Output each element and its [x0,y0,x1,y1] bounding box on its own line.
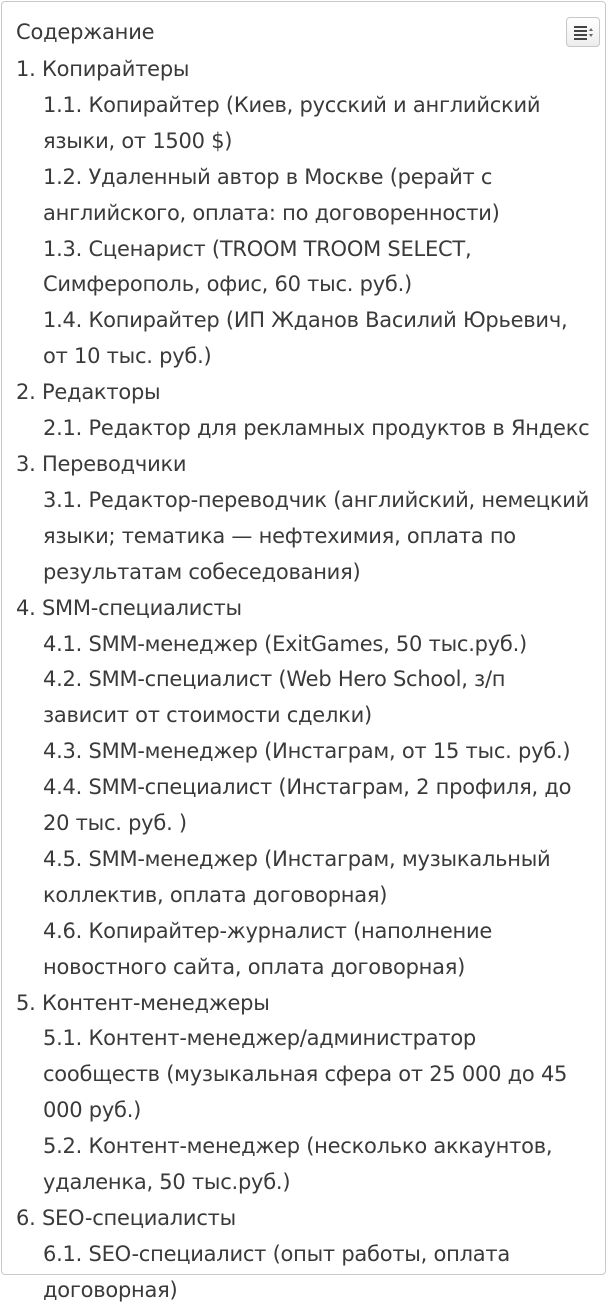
toc-section-link[interactable]: 3. Переводчики [16,451,187,476]
toc-section-link[interactable]: 4. SMM-специалисты [16,595,242,620]
toc-sublist [16,627,605,986]
toc-sublist [16,1021,605,1201]
toc-subsection [43,914,605,986]
toc-subsection [43,160,605,232]
toc-subsection [43,842,605,914]
toc-subsection-link[interactable]: 1.1. Копирайтер (Киев, русский и английский языки, от 1500 $) [43,92,541,153]
toc-subsection-link[interactable]: 3.1. Редактор-переводчик (английский, немецкий языки; тематика — нефтехимия, оплата по результатам собеседования) [43,487,590,584]
toc-section [16,375,605,447]
toc-sublist [16,411,605,447]
toc-section-link[interactable]: 6. SEO-специалисты [16,1206,236,1230]
toc-sublist [16,88,605,375]
toc-section-link[interactable]: 2. Редакторы [16,380,161,405]
toc-subsection [43,627,605,663]
toc-subsection-link[interactable]: 4.2. SMM-специалист (Web Hero School, з/п зависит от стоимости сделки) [43,667,506,728]
toc-section-link[interactable]: 1. Копирайтеры [16,57,190,81]
toc-subsection [43,303,605,375]
toc-subsection-link[interactable]: 1.3. Сценарист (TROOM TROOM SELECT, Симферополь, офис, 60 тыс. руб.) [43,236,472,297]
toc-subsection-link[interactable]: 2.1. Редактор для рекламных продуктов в Яндекс [43,416,590,441]
toc-section-link[interactable]: 5. Контент-менеджеры [16,990,270,1015]
toc-subsection-link[interactable]: 4.4. SMM-специалист (Инстаграм, 2 профиля, до 20 тыс. руб. ) [43,775,572,836]
toc-title: Содержание [16,20,155,44]
toc-subsection-link[interactable]: 6.1. SEO-специалист (опыт работы, оплата договорная) [43,1241,510,1302]
toc-subsection-link[interactable]: 4.6. Копирайтер-журналист (наполнение новостного сайта, оплата договорная) [43,918,493,979]
toc-section [16,447,605,591]
toc-section [16,591,605,986]
toc-subsection [43,1021,605,1129]
toc-section [16,1201,605,1309]
toc-subsection [43,483,605,591]
toc-subsection [43,88,605,160]
toc-subsection [43,662,605,734]
toc-subsection [43,770,605,842]
toc-subsection-link[interactable]: 5.1. Контент-менеджер/администратор сообществ (музыкальная сфера от 25 000 до 45 000 руб.) [43,1026,568,1123]
toc-subsection [43,232,605,304]
toc-section [16,986,605,1201]
toc-subsection-link[interactable]: 4.3. SMM-менеджер (Инстаграм, от 15 тыс. руб.) [43,739,571,764]
toc-section [16,52,605,375]
toc-subsection-link[interactable]: 4.5. SMM-менеджер (Инстаграм, музыкальный коллектив, оплата договорная) [43,846,551,907]
toc-toggle-button[interactable] [566,17,600,47]
toc-subsection [43,411,605,447]
toc-sublist [16,1237,605,1309]
list-toggle-icon [574,25,594,41]
toc-subsection [43,1237,605,1309]
table-of-contents [1,1,606,1302]
toc-subsection-link[interactable]: 4.1. SMM-менеджер (ExitGames, 50 тыс.руб.) [43,631,527,656]
toc-list [16,52,605,1309]
toc-subsection [43,1129,605,1201]
toc-subsection [43,734,605,770]
toc-subsection-link[interactable]: 5.2. Контент-менеджер (несколько аккаунтов, удаленка, 50 тыс.руб.) [43,1134,553,1195]
toc-header [16,16,605,52]
toc-subsection-link[interactable]: 1.2. Удаленный автор в Москве (рерайт с английского, оплата: по договоренности) [43,164,500,225]
toc-subsection-link[interactable]: 1.4. Копирайтер (ИП Жданов Василий Юрьевич, от 10 тыс. руб.) [43,308,568,369]
toc-sublist [16,483,605,591]
